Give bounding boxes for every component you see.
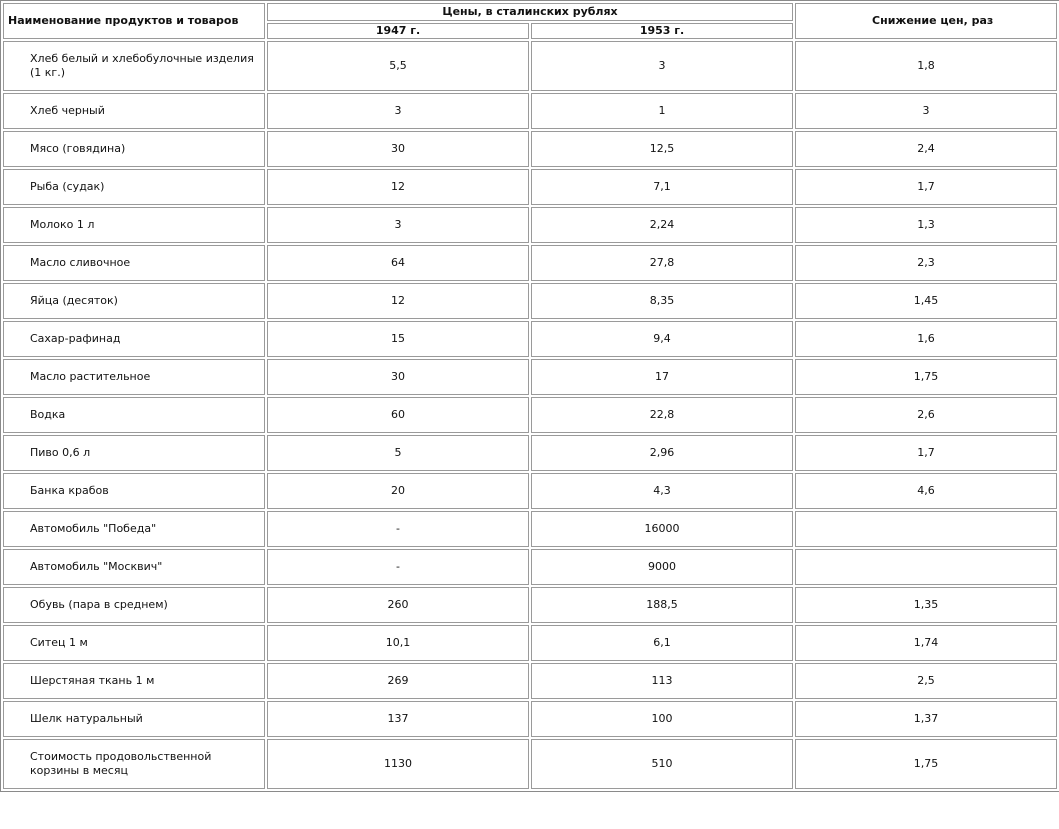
table-row <box>3 625 1057 661</box>
price-1947-cell: 3 <box>267 93 529 129</box>
product-name-cell: Мясо (говядина) <box>3 131 265 167</box>
product-name-cell: Шерстяная ткань 1 м <box>3 663 265 699</box>
header-product-name: Наименование продуктов и товаров <box>3 3 265 39</box>
table-row <box>3 663 1057 699</box>
price-1953-cell: 510 <box>531 739 793 789</box>
price-1953-cell: 9000 <box>531 549 793 585</box>
price-1953-cell: 6,1 <box>531 625 793 661</box>
price-1953-cell: 7,1 <box>531 169 793 205</box>
price-1947-cell: 60 <box>267 397 529 433</box>
table-row <box>3 93 1057 129</box>
price-1947-cell: - <box>267 549 529 585</box>
price-1953-cell: 17 <box>531 359 793 395</box>
header-year-1947: 1947 г. <box>267 23 529 39</box>
price-1953-cell: 1 <box>531 93 793 129</box>
price-1953-cell: 8,35 <box>531 283 793 319</box>
price-1953-cell: 113 <box>531 663 793 699</box>
price-1947-cell: 1130 <box>267 739 529 789</box>
product-name-cell: Масло сливочное <box>3 245 265 281</box>
price-1953-cell: 2,24 <box>531 207 793 243</box>
product-name-cell: Автомобиль "Победа" <box>3 511 265 547</box>
reduction-cell: 1,8 <box>795 41 1057 91</box>
table-row <box>3 169 1057 205</box>
table-row <box>3 397 1057 433</box>
price-1953-cell: 188,5 <box>531 587 793 623</box>
price-1947-cell: 137 <box>267 701 529 737</box>
reduction-cell: 1,6 <box>795 321 1057 357</box>
product-name-cell: Масло растительное <box>3 359 265 395</box>
reduction-cell <box>795 549 1057 585</box>
product-name-cell: Пиво 0,6 л <box>3 435 265 471</box>
price-1947-cell: 12 <box>267 283 529 319</box>
product-name-cell: Стоимость продовольственной корзины в месяц <box>3 739 265 789</box>
header-price-reduction: Снижение цен, раз <box>795 3 1057 39</box>
price-1953-cell: 27,8 <box>531 245 793 281</box>
product-name-cell: Яйца (десяток) <box>3 283 265 319</box>
price-1947-cell: 10,1 <box>267 625 529 661</box>
price-1953-cell: 12,5 <box>531 131 793 167</box>
reduction-cell: 1,37 <box>795 701 1057 737</box>
reduction-cell: 1,35 <box>795 587 1057 623</box>
table-row <box>3 473 1057 509</box>
product-name-cell: Шелк натуральный <box>3 701 265 737</box>
reduction-cell: 1,3 <box>795 207 1057 243</box>
price-1953-cell: 4,3 <box>531 473 793 509</box>
price-1953-cell: 2,96 <box>531 435 793 471</box>
price-1953-cell: 22,8 <box>531 397 793 433</box>
price-1947-cell: 30 <box>267 359 529 395</box>
table-row <box>3 359 1057 395</box>
reduction-cell: 4,6 <box>795 473 1057 509</box>
reduction-cell: 1,75 <box>795 739 1057 789</box>
product-name-cell: Сахар-рафинад <box>3 321 265 357</box>
price-1953-cell: 100 <box>531 701 793 737</box>
table-row <box>3 587 1057 623</box>
product-name-cell: Автомобиль "Москвич" <box>3 549 265 585</box>
product-name-cell: Хлеб черный <box>3 93 265 129</box>
price-1953-cell: 3 <box>531 41 793 91</box>
header-year-1953: 1953 г. <box>531 23 793 39</box>
price-1947-cell: - <box>267 511 529 547</box>
table-row <box>3 435 1057 471</box>
reduction-cell: 2,4 <box>795 131 1057 167</box>
table-row <box>3 739 1057 789</box>
table-row <box>3 549 1057 585</box>
price-1947-cell: 3 <box>267 207 529 243</box>
table-row <box>3 511 1057 547</box>
reduction-cell <box>795 511 1057 547</box>
product-name-cell: Хлеб белый и хлебобулочные изделия (1 кг.) <box>3 41 265 91</box>
table-row <box>3 207 1057 243</box>
reduction-cell: 1,7 <box>795 435 1057 471</box>
reduction-cell: 2,6 <box>795 397 1057 433</box>
product-name-cell: Обувь (пара в среднем) <box>3 587 265 623</box>
reduction-cell: 1,45 <box>795 283 1057 319</box>
table-row <box>3 41 1057 91</box>
price-1947-cell: 5,5 <box>267 41 529 91</box>
reduction-cell: 1,74 <box>795 625 1057 661</box>
reduction-cell: 2,5 <box>795 663 1057 699</box>
reduction-cell: 1,75 <box>795 359 1057 395</box>
product-name-cell: Банка крабов <box>3 473 265 509</box>
price-1947-cell: 64 <box>267 245 529 281</box>
price-1953-cell: 9,4 <box>531 321 793 357</box>
price-1947-cell: 30 <box>267 131 529 167</box>
table-body <box>3 41 1057 789</box>
product-name-cell: Ситец 1 м <box>3 625 265 661</box>
reduction-cell: 3 <box>795 93 1057 129</box>
table-row <box>3 131 1057 167</box>
price-1947-cell: 260 <box>267 587 529 623</box>
price-1947-cell: 15 <box>267 321 529 357</box>
price-1947-cell: 269 <box>267 663 529 699</box>
price-1947-cell: 12 <box>267 169 529 205</box>
reduction-cell: 1,7 <box>795 169 1057 205</box>
table-row <box>3 321 1057 357</box>
table-row <box>3 245 1057 281</box>
reduction-cell: 2,3 <box>795 245 1057 281</box>
price-1953-cell: 16000 <box>531 511 793 547</box>
price-1947-cell: 5 <box>267 435 529 471</box>
product-name-cell: Рыба (судак) <box>3 169 265 205</box>
product-name-cell: Молоко 1 л <box>3 207 265 243</box>
product-name-cell: Водка <box>3 397 265 433</box>
header-prices: Цены, в сталинских рублях <box>267 3 793 21</box>
table-row <box>3 701 1057 737</box>
table-row <box>3 283 1057 319</box>
price-1947-cell: 20 <box>267 473 529 509</box>
